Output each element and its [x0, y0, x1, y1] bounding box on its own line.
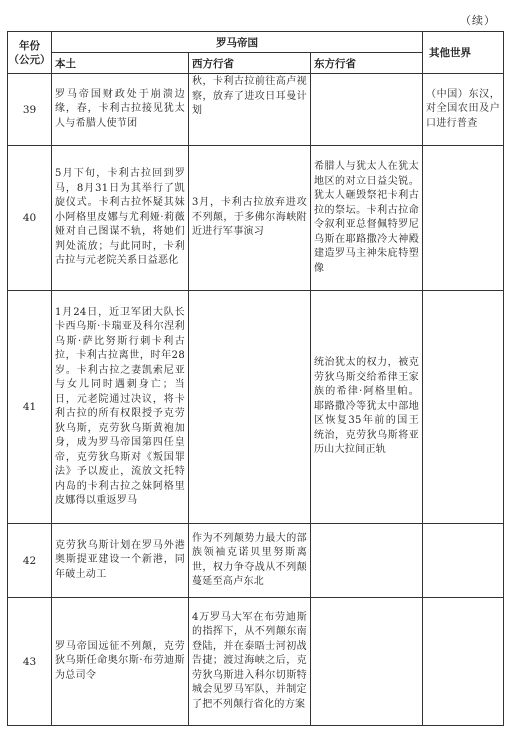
other-cell [423, 146, 504, 291]
eastern-cell [311, 598, 423, 726]
chronology-table [7, 31, 504, 726]
header-western: 西方行省 [189, 53, 311, 74]
other-cell [423, 598, 504, 726]
other-cell [423, 291, 504, 524]
table-row [8, 598, 504, 726]
eastern-cell: 统治犹太的权力，被克劳狄乌斯交给希律王家族的希律·阿格里帕。耶路撒冷等犹太中部地区恢复35年前的国王统治，克劳狄乌斯将亚历山大拉间正轨 [311, 291, 423, 524]
table-row [8, 291, 504, 524]
western-cell: 作为不列颠势力最大的部族领袖克诺贝里努斯离世，权力争夺战从不列颠蔓延至高卢东北 [189, 524, 311, 598]
other-cell: （中国）东汉，对全国农田及户口进行普查 [423, 74, 504, 146]
header-other-world: 其他世界 [423, 32, 504, 74]
year-cell: 43 [8, 598, 52, 726]
header-rome: 罗马帝国 [52, 32, 423, 53]
header-eastern: 东方行省 [311, 53, 423, 74]
year-cell: 40 [8, 146, 52, 291]
western-cell: 秋，卡利古拉前往高卢视察，放弃了进攻日耳曼计划 [189, 74, 311, 146]
year-cell: 41 [8, 291, 52, 524]
header-year-label: 年份 [19, 39, 40, 52]
western-cell: 4万罗马大军在布劳迪斯的指挥下，从不列颠东南登陆，并在泰晤士河初战告捷；渡过海峡之后，克劳狄乌斯进入科尔切斯特城会见罗马军队，并制定了把不列颠行省化的方案 [189, 598, 311, 726]
western-cell: 3月，卡利古拉放弃进攻不列颠，于多佛尔海峡附近进行军事演习 [189, 146, 311, 291]
table-row [8, 524, 504, 598]
header-year-unit: （公元） [8, 53, 51, 66]
eastern-cell: 希腊人与犹太人在犹太地区的对立日益尖锐。犹太人砸毁祭祀卡利古拉的祭坛。卡利古拉命令叙利亚总督佩特罗尼乌斯在耶路撒冷大神殿建造罗马主神朱庇特塑像 [311, 146, 423, 291]
header-homeland: 本土 [52, 53, 189, 74]
eastern-cell [311, 74, 423, 146]
homeland-cell: 1月24日，近卫军团大队长卡西乌斯·卡瑞亚及科尔涅利乌斯·萨比努斯行刺卡利古拉，卡利古拉离世，时年28岁。卡利古拉之妻凯索尼亚与女儿同时遇刺身亡；当日，元老院通过决议，将卡利古拉的所有权限授予克劳狄乌斯，克劳狄乌斯黄袍加身，成为罗马帝国第四任皇帝，克劳狄乌斯对《叛国罪法》予以废止，流放文托特内岛的卡利古拉之妹阿格里皮娜得以重返罗马 [52, 291, 189, 524]
western-cell [189, 291, 311, 524]
other-cell [423, 524, 504, 598]
homeland-cell: 5月下旬，卡利古拉回到罗马，8月31日为其举行了凯旋仪式。卡利古拉怀疑其妹小阿格里皮娜与尤利娅·莉薇娅对自己图谋不轨，将她们判处流放；与此同时，卡利古拉与元老院关系日益恶化 [52, 146, 189, 291]
homeland-cell: 克劳狄乌斯计划在罗马外港奥斯提亚建设一个新港，同年破土动工 [52, 524, 189, 598]
table-row [8, 146, 504, 291]
year-cell: 39 [8, 74, 52, 146]
eastern-cell [311, 524, 423, 598]
continued-label: （续） [460, 14, 496, 27]
table-row [8, 74, 504, 146]
header-year [8, 32, 52, 74]
homeland-cell: 罗马帝国远征不列颠，克劳狄乌斯任命奥尔斯·布劳迪斯为总司令 [52, 598, 189, 726]
homeland-cell: 罗马帝国财政处于崩溃边缘，春，卡利古拉接见犹太人与希腊人使节团 [52, 74, 189, 146]
year-cell: 42 [8, 524, 52, 598]
